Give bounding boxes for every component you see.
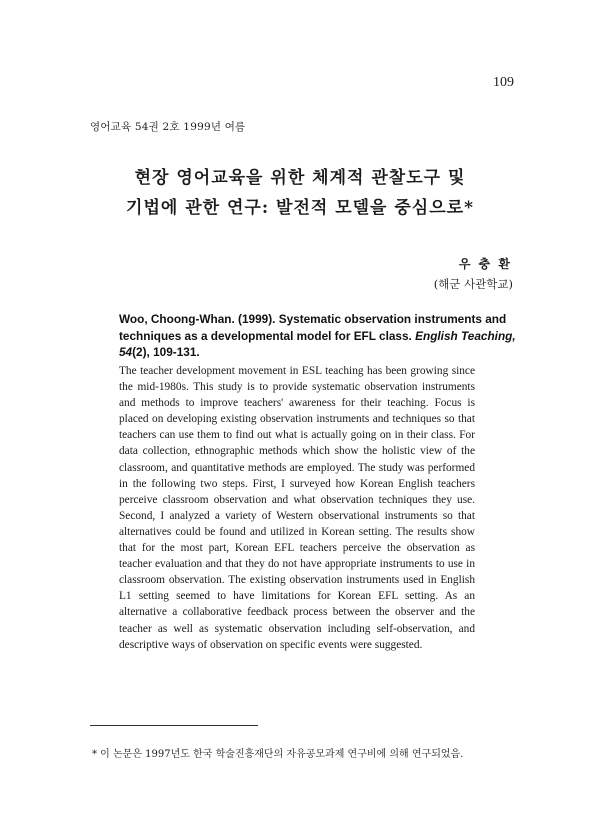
paper-title-line-1: 현장 영어교육을 위한 체계적 관찰도구 및 [134, 168, 466, 188]
citation-journal: English Teaching, [415, 328, 516, 343]
citation-title: Systematic observation instruments and techniques as a developmental model for EFL class. [119, 312, 507, 343]
page-number: 109 [493, 75, 514, 90]
citation [119, 311, 519, 361]
abstract: The teacher development movement in ESL teaching has been growing since the mid-1980s. This study is to provide systematic observation instruments and methods to improve teachers' awareness for their teaching. Focus is placed on developing existing observation instruments and techniques so that teachers can use them to find out what is actually going on in their class. For data collection, ethnographic methods which show the holistic view of the classroom, and quantitative methods are employed. The study was performed in the following two steps. First, I surveyed how Korean English teachers perceive classroom observation and what observation techniques they use. Second, I analyzed a variety of Western observational instruments so that alternatives could be found and utilized in Korean setting. The results show that for the most part, Korean EFL teachers perceive the observation as teacher evaluation and that they do not have appropriate instruments to use in classroom observation. The existing observation instruments used in English L1 setting seemed to have limitations for Korean EFL setting. As an alternative a collaborative feedback process between the observer and the teacher as well as systematic observation including self-observation, and descriptive ways of observation on specific events were suggested. [119, 365, 475, 651]
author-name: 우 충 환 [458, 257, 512, 271]
citation-volume: 54 [119, 345, 133, 359]
citation-authors-year: Woo, Choong-Whan. (1999). [119, 312, 276, 326]
journal-header: 영어교육 54권 2호 1999년 여름 [90, 121, 246, 133]
citation-issue-pages: (2), 109-131. [132, 345, 200, 359]
author-affiliation: (해군 사관학교) [433, 277, 513, 291]
paper-title-line-2: 기법에 관한 연구: 발전적 모델을 중심으로* [126, 198, 474, 218]
paper-title [0, 163, 600, 223]
footnote: * 이 논문은 1997년도 한국 학술진흥재단의 자유공모과제 연구비에 의해 연구되었음. [92, 749, 464, 760]
footnote-divider [90, 725, 258, 726]
